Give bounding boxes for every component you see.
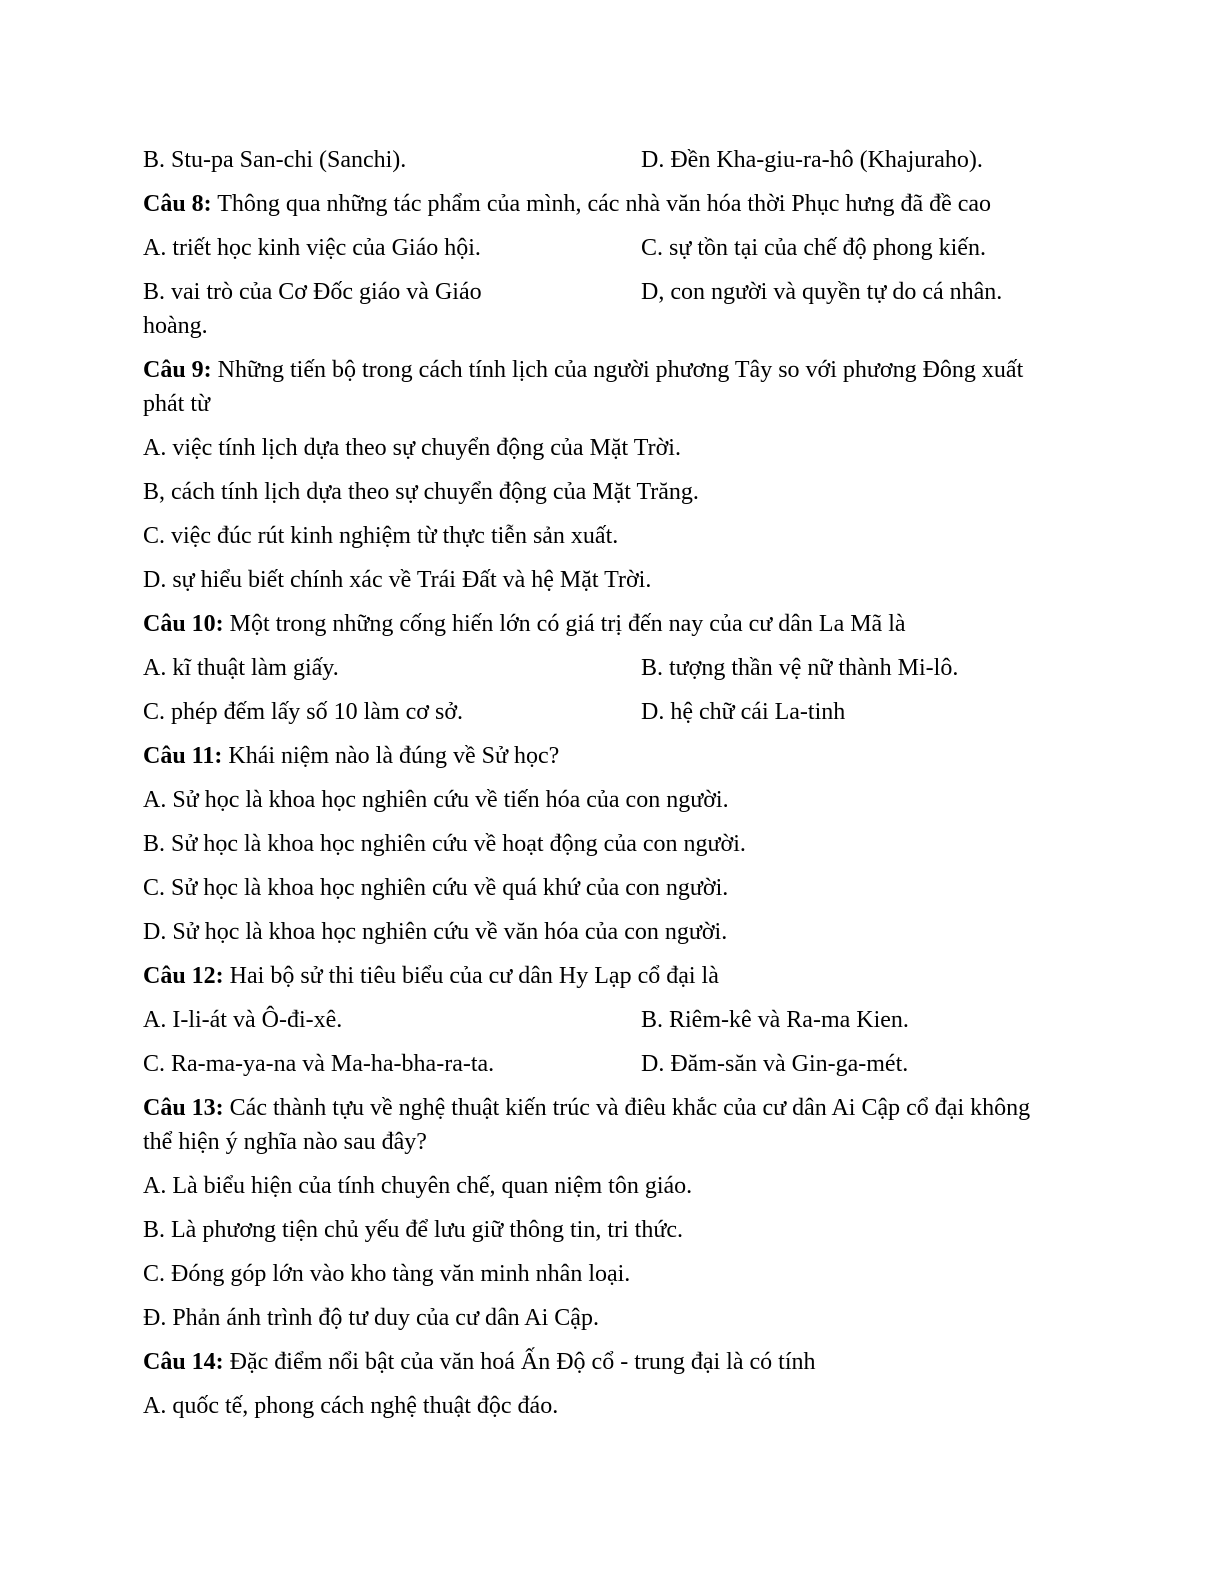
q9-option-a: A. việc tính lịch dựa theo sự chuyển động của Mặt Trời. [143, 435, 681, 461]
q9-option-c: C. việc đúc rút kinh nghiệm từ thực tiễn sản xuất. [143, 523, 619, 549]
q8-options-row-2 [143, 270, 1073, 348]
q7-options-row [143, 138, 1073, 182]
q8-label: Câu 8: [143, 191, 212, 217]
q9-label: Câu 9: [143, 357, 212, 383]
q8-option-b: B. vai trò của Cơ Đốc giáo và Giáo hoàng. [143, 279, 482, 339]
q11-option-c: C. Sử học là khoa học nghiên cứu về quá khứ của con người. [143, 875, 729, 901]
q13-option-c: C. Đóng góp lớn vào kho tàng văn minh nhân loại. [143, 1261, 631, 1287]
q12-text: Hai bộ sử thi tiêu biểu của cư dân Hy Lạp cổ đại là [223, 963, 719, 989]
q13-option-a: A. Là biểu hiện của tính chuyên chế, quan niệm tôn giáo. [143, 1173, 693, 1199]
q11-option-b: B. Sử học là khoa học nghiên cứu về hoạt động của con người. [143, 831, 746, 857]
q11-question [143, 734, 1073, 778]
q10-text: Một trong những cống hiến lớn có giá trị đến nay của cư dân La Mã là [223, 611, 906, 637]
q13-option-d: Đ. Phản ánh trình độ tư duy của cư dân Ai Cập. [143, 1305, 599, 1331]
q10-label: Câu 10: [143, 611, 224, 637]
q9-question [143, 348, 1063, 426]
q12-options-row-2 [143, 1042, 1073, 1086]
q10-options-row-1 [143, 646, 1073, 690]
q8-text: Thông qua những tác phẩm của mình, các nhà văn hóa thời Phục hưng đã đề cao [211, 191, 992, 217]
q7-option-b: B. Stu-pa San-chi (Sanchi). [143, 147, 407, 173]
q13-text: Các thành tựu về nghệ thuật kiến trúc và điêu khắc của cư dân Ai Cập cổ đại không thể hiện ý nghĩa nào sau đây? [143, 1095, 1031, 1155]
q8-option-d: D, con người và quyền tự do cá nhân. [641, 279, 1003, 305]
q10-options-row-2 [143, 690, 1073, 734]
q8-question [143, 182, 1073, 226]
q12-option-c: C. Ra-ma-ya-na và Ma-ha-bha-ra-ta. [143, 1051, 495, 1077]
q9-option-d: D. sự hiểu biết chính xác về Trái Đất và hệ Mặt Trời. [143, 567, 652, 593]
q13-question [143, 1086, 1043, 1164]
q11-text: Khái niệm nào là đúng về Sử học? [222, 743, 560, 769]
q8-options-row-1 [143, 226, 1073, 270]
q12-label: Câu 12: [143, 963, 224, 989]
q11-option-d: D. Sử học là khoa học nghiên cứu về văn hóa của con người. [143, 919, 728, 945]
q13-label: Câu 13: [143, 1095, 224, 1121]
q8-option-c: C. sự tồn tại của chế độ phong kiến. [641, 235, 986, 261]
q9-text: Những tiến bộ trong cách tính lịch của người phương Tây so với phương Đông xuất phát từ [143, 357, 1024, 417]
q7-option-d: D. Đền Kha-giu-ra-hô (Khajuraho). [641, 147, 983, 173]
q10-option-b: B. tượng thần vệ nữ thành Mi-lô. [641, 655, 959, 681]
q12-option-b: B. Riêm-kê và Ra-ma Kien. [641, 1007, 909, 1033]
document-page [143, 138, 1073, 1428]
q11-label: Câu 11: [143, 743, 223, 769]
q14-question [143, 1340, 1073, 1384]
q14-option-a: A. quốc tế, phong cách nghệ thuật độc đáo. [143, 1393, 559, 1419]
q12-question [143, 954, 1073, 998]
q10-option-c: C. phép đếm lấy số 10 làm cơ sở. [143, 699, 464, 725]
q8-option-a: A. triết học kinh việc của Giáo hội. [143, 235, 481, 261]
q12-options-row-1 [143, 998, 1073, 1042]
q10-option-d: D. hệ chữ cái La-tinh [641, 699, 846, 725]
q11-option-a: A. Sử học là khoa học nghiên cứu về tiến hóa của con người. [143, 787, 729, 813]
q13-option-b: B. Là phương tiện chủ yếu để lưu giữ thông tin, tri thức. [143, 1217, 683, 1243]
q14-text: Đặc điểm nổi bật của văn hoá Ấn Độ cổ - trung đại là có tính [223, 1349, 816, 1375]
q10-option-a: A. kĩ thuật làm giấy. [143, 655, 339, 681]
q9-option-b: B, cách tính lịch dựa theo sự chuyển động của Mặt Trăng. [143, 479, 699, 505]
q12-option-a: A. I-li-át và Ô-đi-xê. [143, 1007, 343, 1033]
q14-label: Câu 14: [143, 1349, 224, 1375]
q12-option-d: D. Đăm-săn và Gin-ga-mét. [641, 1051, 909, 1077]
q10-question [143, 602, 1073, 646]
